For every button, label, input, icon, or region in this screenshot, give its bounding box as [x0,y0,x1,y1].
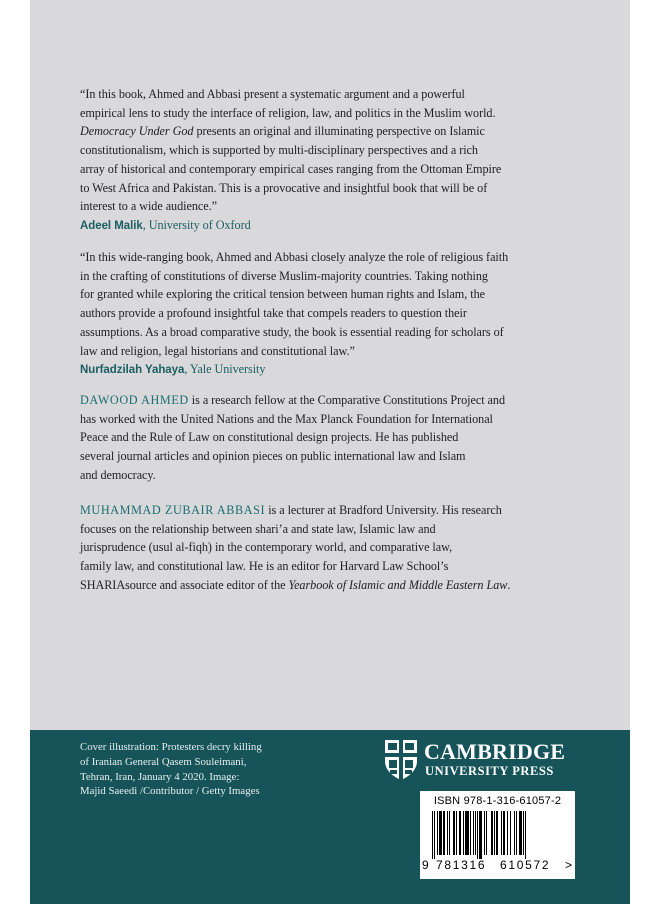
text-line: jurisprudence (usul al-fiqh) in the contemporary world, and comparative law, [80,540,453,555]
text-line: array of historical and contemporary empirical cases ranging from the Ottoman Empire [80,161,502,176]
barcode-bar [475,811,476,855]
text-line: SHARIAsource and associate editor of the [80,577,289,592]
text-line: empirical lens to study the interface of religion, law, and politics in the Muslim world. [80,105,496,120]
text-line: is a lecturer at Bradford University. His research [265,503,502,517]
text-line: interest to a wide audience.” [80,199,217,214]
endorsement-2 [80,248,508,380]
barcode-bar [432,811,433,859]
endorser-name: Adeel Malik [80,219,143,232]
barcode-bar [494,811,495,855]
barcode-bar [477,811,478,859]
barcode-bar [456,811,457,855]
barcode-bar [465,811,469,855]
journal-title: Yearbook of Islamic and Middle Eastern Law [288,577,508,592]
text-line: authors provide a profound insightful take that compels readers to question their [80,306,467,321]
text-line: in the crafting of constitutions of diverse Muslim-majority countries. Taking nothing [80,268,488,283]
text-line: law and religion, legal historians and constitutional law.” [80,343,355,358]
text-line: Peace and the Rule of Law on constitutional design projects. He has published [80,430,459,445]
endorser-name: Nurfadzilah Yahaya [80,364,185,377]
barcode-group-2: 610572 [500,858,551,872]
barcode-bar [479,811,482,859]
credit-line: Majid Saeedi /Contributor / Getty Images [80,785,260,798]
barcode-bar [516,811,517,855]
barcode-group-1: 781316 [436,858,487,872]
author-name: DAWOOD AHMED [80,393,189,407]
barcode-bar [443,811,445,855]
barcode-bars [432,811,563,859]
text-line: for granted while exploring the critical tension between human rights and Islam, the [80,287,485,302]
barcode-bar [439,811,442,855]
barcode-bar [437,811,438,855]
text-line: presents an original and illuminating perspective on Islamic [196,124,485,139]
barcode-bar [496,811,498,855]
text-line: “In this wide-ranging book, Ahmed and Abbasi closely analyze the role of religious faith [80,250,509,264]
endorser [80,216,501,236]
text-line: . [507,577,511,592]
barcode-bar [491,811,493,855]
barcode-bar [434,811,435,859]
text-line: is a research fellow at the Comparative Constitutions Project and [188,393,505,407]
text-line: focuses on the relationship between shari’a and state law, Islamic law and [80,521,436,536]
barcode-bar [449,811,450,855]
barcode [420,791,575,879]
text-line: has worked with the United Nations and the Max Planck Foundation for International [80,411,493,426]
barcode-bar [510,811,511,855]
author-name: MUHAMMAD ZUBAIR ABBASI [80,503,266,517]
barcode-lead-digit: 9 [422,858,429,872]
barcode-bar [514,811,515,855]
publisher-subtitle: UNIVERSITY PRESS [425,764,554,778]
endorser [80,360,508,380]
text-line: and democracy. [80,467,156,482]
barcode-bar [525,811,526,859]
endorsement-1 [80,85,501,236]
isbn-label: ISBN 978-1-316-61057-2 [433,795,562,807]
barcode-bar [523,811,524,855]
barcode-bar [486,811,487,855]
text-line: several journal articles and opinion pieces on public international law and Islam [80,449,466,464]
endorser-institution: , University of Oxford [142,217,251,232]
barcode-arrow: > [565,858,573,872]
text-line: assumptions. As a broad comparative study, the book is essential reading for scholars of [80,324,504,339]
barcode-bar [507,811,508,855]
barcode-bar [453,811,455,855]
cambridge-shield-icon [384,739,418,781]
endorser-institution: , Yale University [184,362,266,377]
text-line: “In this book, Ahmed and Abbasi present a systematic argument and a powerful [80,87,465,101]
barcode-bar [503,811,505,855]
text-line: family law, and constitutional law. He is an editor for Harvard Law School’s [80,559,449,574]
publisher-name: CAMBRIDGE [424,739,566,764]
barcode-bar [447,811,448,855]
barcode-bar [459,811,461,855]
author-bio-1 [80,391,505,485]
credit-line: Tehran, Iran, January 4 2020. Image: [80,770,240,783]
book-title: Democracy Under God [80,124,194,139]
text-line: constitutionalism, which is supported by multi-disciplinary perspectives and a rich [80,143,478,158]
barcode-bar [519,811,522,855]
barcode-bar [463,811,464,855]
publisher-logo [384,739,584,781]
barcode-bar [484,811,485,855]
author-bio-2 [80,501,510,595]
credit-line: of Iranian General Qasem Souleimani, [80,755,247,768]
barcode-bar [470,811,471,855]
barcode-bar [473,811,474,855]
barcode-bar [501,811,502,855]
cover-credit [80,740,330,799]
credit-line: Cover illustration: Protesters decry killing [80,741,262,753]
text-line: to West Africa and Pakistan. This is a provocative and insightful book that will be of [80,180,488,195]
